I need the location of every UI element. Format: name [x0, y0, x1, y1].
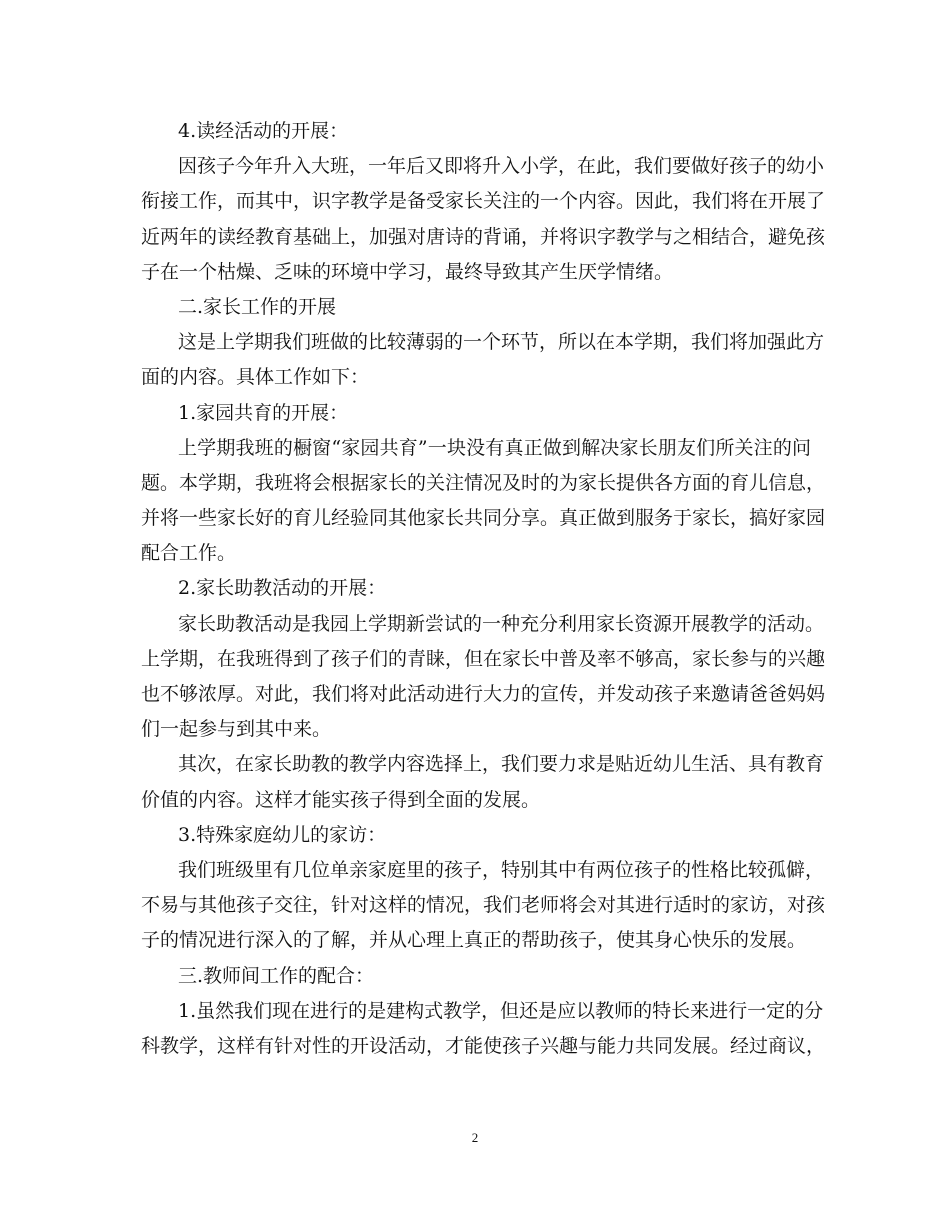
- text-line: 衔接工作，而其中，识字教学是备受家长关注的一个内容。因此，我们将在开展了: [141, 190, 826, 213]
- text-line: 近两年的读经教育基础上，加强对唐诗的背诵，并将识字教学与之相结合，避免孩: [141, 225, 826, 248]
- text-line: 子的情况进行深入的了解，并从心理上真正的帮助孩子，使其身心快乐的发展。: [141, 929, 807, 952]
- text-line: 1.家园共育的开展：: [178, 401, 349, 424]
- text-line: 1.虽然我们现在进行的是建构式教学，但还是应以教师的特长来进行一定的分: [178, 999, 824, 1022]
- text-line: 配合工作。: [141, 542, 237, 565]
- text-line: 题。本学期，我班将会根据家长的关注情况及时的为家长提供各方面的育儿信息，: [141, 471, 826, 494]
- text-line: 子在一个枯燥、乏味的环境中学习，最终导致其产生厌学情绪。: [141, 260, 674, 283]
- text-line: 因孩子今年升入大班，一年后又即将升入小学，在此，我们要做好孩子的幼小: [178, 155, 825, 178]
- text-line: 价值的内容。这样才能实孩子得到全面的发展。: [141, 788, 541, 811]
- text-line: 也不够浓厚。对此，我们将对此活动进行大力的宣传，并发动孩子来邀请爸爸妈妈: [141, 683, 826, 705]
- document-body: [141, 114, 826, 1064]
- text-line: 上学期我班的橱窗“家园共育”一块没有真正做到解决家长朋友们所关注的问: [178, 436, 811, 459]
- text-line: 家长助教活动是我园上学期新尝试的一种充分利用家长资源开展教学的活动。: [178, 612, 825, 635]
- text-line: 并将一些家长好的育儿经验同其他家长共同分享。真正做到服务于家长，搞好家园: [141, 507, 826, 530]
- text-line: 上学期，在我班得到了孩子们的青睐，但在家长中普及率不够高，家长参与的兴趣: [141, 647, 826, 670]
- page-number: 2: [471, 1130, 479, 1145]
- text-line: 我们班级里有几位单亲家庭里的孩子，特别其中有两位孩子的性格比较孤僻，: [178, 858, 825, 881]
- text-line: 2.家长助教活动的开展：: [178, 577, 387, 600]
- text-line: 这是上学期我们班做的比较薄弱的一个环节，所以在本学期，我们将加强此方: [178, 331, 825, 354]
- text-line: 不易与其他孩子交往，针对这样的情况，我们老师将会对其进行适时的家访，对孩: [141, 894, 826, 917]
- text-line: 3.特殊家庭幼儿的家访：: [178, 823, 387, 846]
- text-line: 们一起参与到其中来。: [141, 718, 332, 741]
- text-line: 其次，在家长助教的教学内容选择上，我们要力求是贴近幼儿生活、具有教育: [178, 753, 825, 776]
- text-line: 面的内容。具体工作如下：: [141, 366, 370, 389]
- text-line: 二.家长工作的开展: [178, 295, 337, 318]
- text-line: 科教学，这样有针对性的开设活动，才能使孩子兴趣与能力共同发展。经过商议，: [141, 1034, 826, 1057]
- text-line: 三.教师间工作的配合：: [178, 964, 375, 987]
- text-line: 4.读经活动的开展：: [178, 120, 349, 142]
